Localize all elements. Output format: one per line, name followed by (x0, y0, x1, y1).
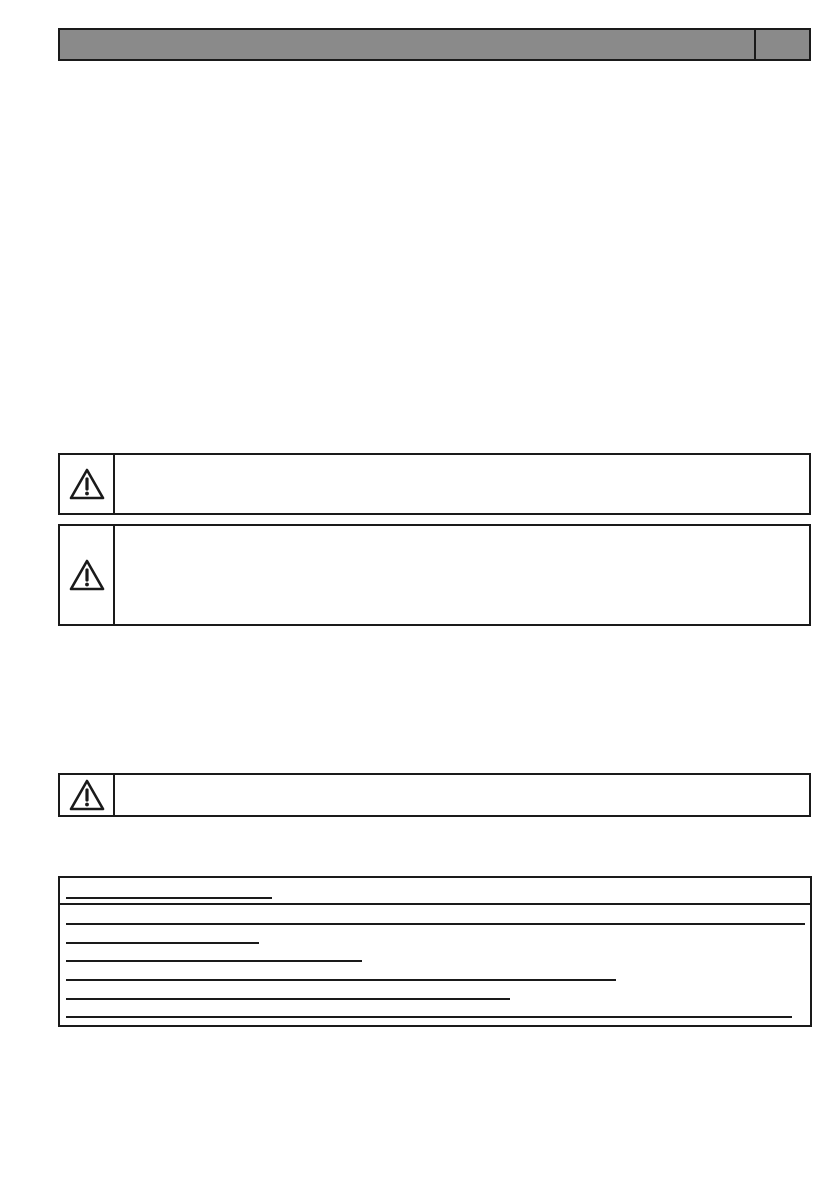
warning-icon-cell (60, 526, 115, 624)
page-number-box (754, 30, 809, 59)
warning-box-2 (58, 524, 811, 626)
warning-triangle-icon (69, 468, 105, 500)
table-header (60, 878, 810, 905)
info-table (58, 876, 812, 1027)
table-row-underline (66, 1016, 792, 1018)
warning-triangle-icon (69, 559, 105, 591)
table-heading-underline (66, 897, 272, 899)
warning-triangle-icon (69, 779, 105, 811)
warning-text (126, 775, 799, 815)
warning-box-1 (58, 453, 811, 515)
table-row-underline (66, 942, 259, 944)
warning-box-3 (58, 773, 811, 817)
table-row-underline (66, 960, 362, 962)
table-row-underline (66, 979, 616, 981)
warning-text (126, 526, 799, 624)
warning-icon-cell (60, 775, 115, 815)
warning-text (126, 455, 799, 513)
page-header-bar (58, 28, 811, 61)
table-row-underline (66, 923, 805, 925)
warning-icon-cell (60, 455, 115, 513)
table-row-underline (66, 998, 510, 1000)
